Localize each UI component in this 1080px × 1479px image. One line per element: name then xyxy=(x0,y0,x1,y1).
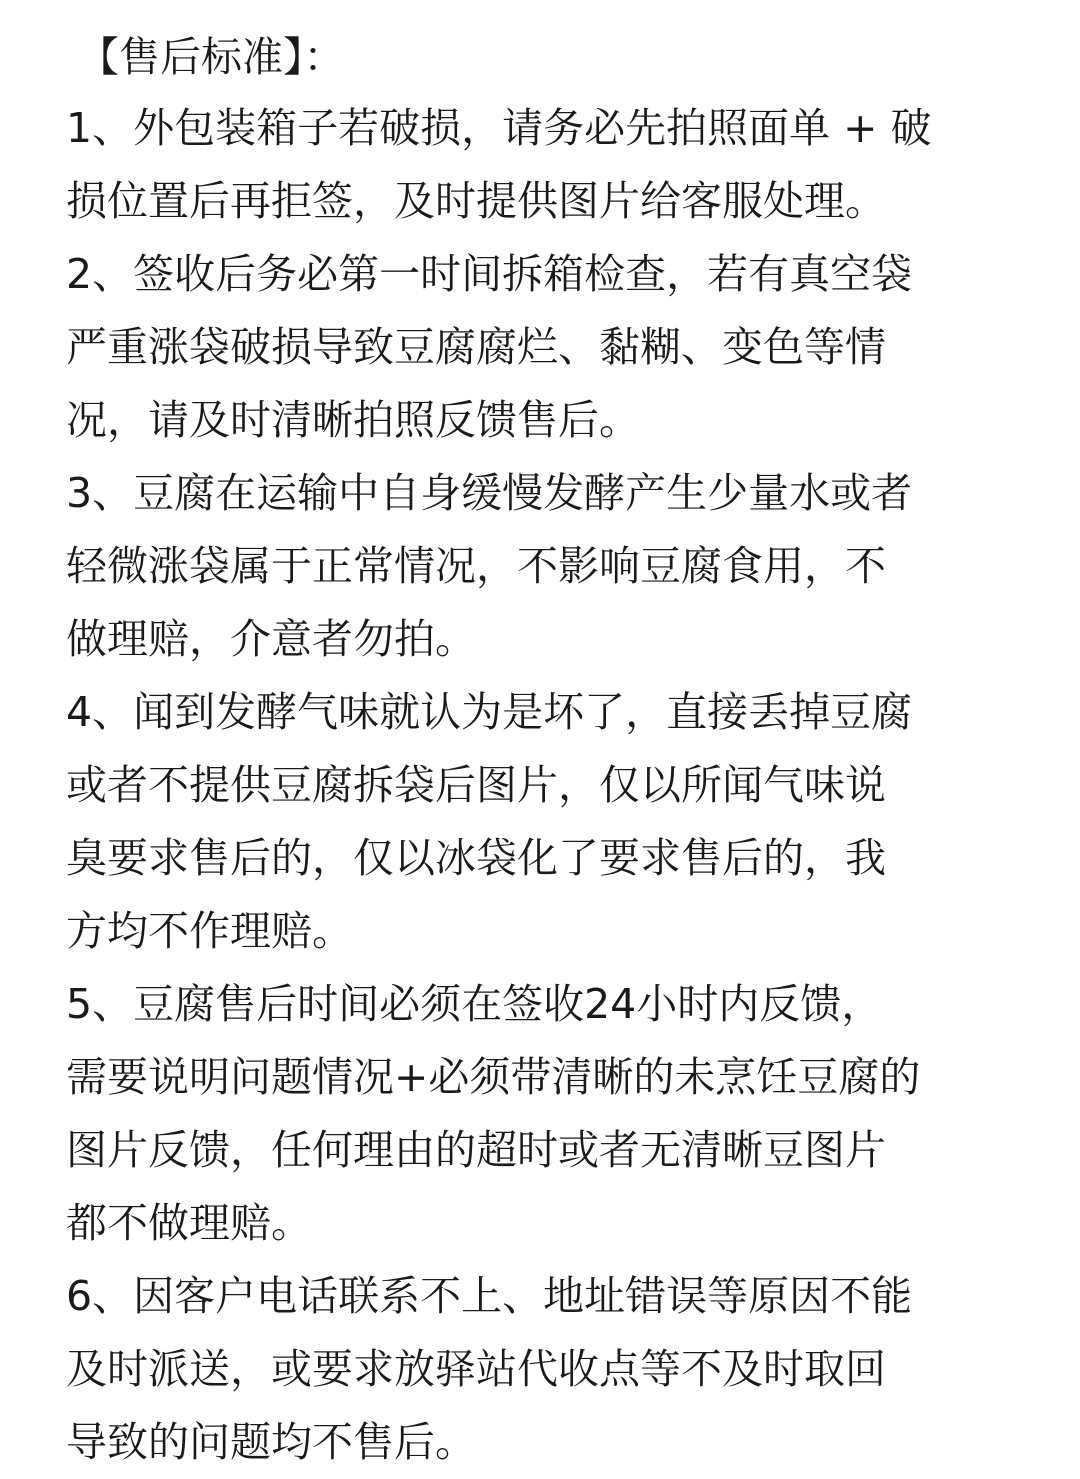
document-heading: 【售后标准】： xyxy=(78,33,345,81)
policy-line: 做理赔，介意者勿拍。 xyxy=(66,615,476,663)
policy-line: 图片反馈，任何理由的超时或者无清晰豆图片 xyxy=(66,1126,886,1174)
policy-line: 3、豆腐在运输中自身缓慢发酵产生少量水或者 xyxy=(66,469,913,517)
policy-item-2 xyxy=(66,238,1014,457)
policy-line: 及时派送，或要求放驿站代收点等不及时取回 xyxy=(66,1345,886,1393)
policy-item-5 xyxy=(66,968,1014,1260)
policy-item-3 xyxy=(66,457,1014,676)
policy-line: 都不做理赔。 xyxy=(66,1199,312,1247)
policy-line: 1、外包装箱子若破损，请务必先拍照面单 + 破 xyxy=(66,104,932,152)
policy-item-1 xyxy=(66,92,1014,238)
policy-line: 6、因客户电话联系不上、地址错误等原因不能 xyxy=(66,1272,913,1320)
policy-line: 况，请及时清晰拍照反馈售后。 xyxy=(66,396,640,444)
policy-line: 导致的问题均不售后。 xyxy=(66,1418,476,1466)
policy-line: 方均不作理赔。 xyxy=(66,907,353,955)
policy-line: 臭要求售后的，仅以冰袋化了要求售后的，我 xyxy=(66,834,886,882)
policy-line: 损位置后再拒签，及时提供图片给客服处理。 xyxy=(66,177,886,225)
policy-item-4 xyxy=(66,676,1014,968)
policy-line: 轻微涨袋属于正常情况，不影响豆腐食用，不 xyxy=(66,542,886,590)
policy-item-6 xyxy=(66,1260,1014,1479)
policy-line: 4、闻到发酵气味就认为是坏了，直接丢掉豆腐 xyxy=(66,688,913,736)
policy-line: 5、豆腐售后时间必须在签收24小时内反馈， xyxy=(66,980,883,1028)
policy-line: 需要说明问题情况+必须带清晰的未烹饪豆腐的 xyxy=(66,1053,921,1101)
policy-line: 或者不提供豆腐拆袋后图片，仅以所闻气味说 xyxy=(66,761,886,809)
policy-line: 2、签收后务必第一时间拆箱检查，若有真空袋 xyxy=(66,250,913,298)
policy-line: 严重涨袋破损导致豆腐腐烂、黏糊、变色等情 xyxy=(66,323,886,371)
